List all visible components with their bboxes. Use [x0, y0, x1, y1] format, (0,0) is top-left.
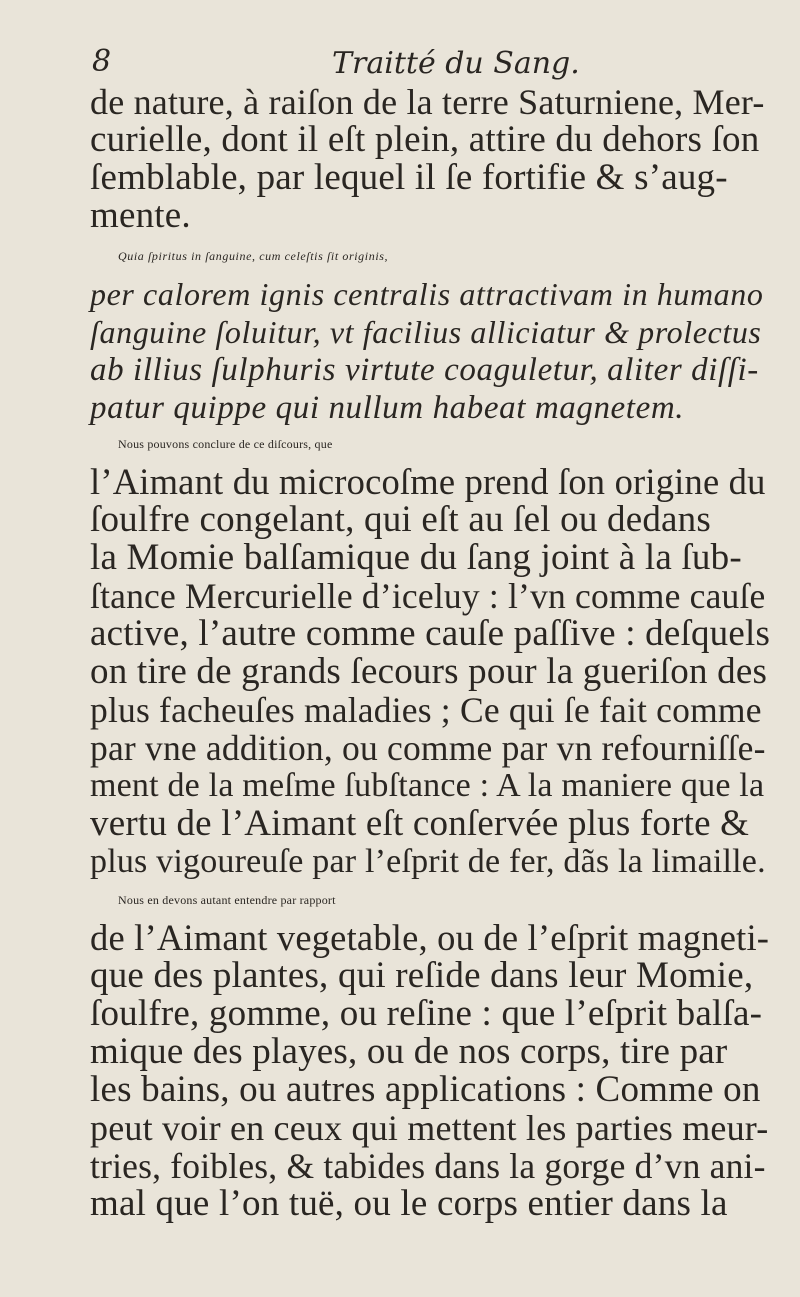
page-number: 8: [92, 44, 112, 79]
running-title: Traitté du Sang.: [332, 46, 580, 81]
text-line: ſemblable, par lequel il ſe fortifie & s’aug-: [90, 157, 728, 198]
text-line: ſoulfre congelant, qui eſt au ſel ou dedans: [90, 499, 711, 540]
text-line: les bains, ou autres applications : Comme on: [90, 1069, 761, 1110]
text-line: mal que l’on tuë, ou le corps entier dans la: [90, 1183, 728, 1224]
text-line: on tire de grands ſecours pour la gueriſon des: [90, 651, 768, 692]
text-line: l’Aimant du microcoſme prend ſon origine du: [90, 461, 766, 502]
text-line: mique des playes, ou de nos corps, tire par: [90, 1031, 728, 1072]
text-line: de nature, à raiſon de la terre Saturniene, Mer-: [90, 82, 765, 122]
text-line: la Momie balſamique du ſang joint à la ſub-: [90, 537, 742, 578]
page-header: [92, 44, 752, 84]
text-line: vertu de l’Aimant eſt conſervée plus forte &: [90, 803, 750, 844]
latin-line: ſanguine ſoluitur, vt facilius alliciatur & prolectus: [90, 314, 762, 350]
text-line: tries, foibles, & tabides dans la gorge d’vn ani-: [90, 1146, 766, 1186]
text-line: Nous en devons autant entendre par rapport: [118, 893, 336, 907]
text-line: que des plantes, qui reſide dans leur Momie,: [90, 955, 754, 996]
text-line: ſtance Mercurielle d’iceluy : l’vn comme cauſe: [90, 576, 766, 616]
latin-line: per calorem ignis centralis attractivam in humano: [90, 276, 764, 312]
text-line: par vne addition, ou comme par vn refourniſſe-: [90, 728, 766, 768]
text-line: peut voir en ceux qui mettent les parties meur-: [90, 1108, 769, 1148]
text-line: curielle, dont il eſt plein, attire du dehors ſon: [90, 119, 760, 160]
text-line: ſoulfre, gomme, ou reſine : que l’eſprit balſa-: [90, 993, 763, 1034]
text-line: active, l’autre comme cauſe paſſive : deſquels: [90, 613, 771, 654]
text-line: plus vigoureuſe par l’eſprit de fer, dãs la limaille.: [90, 843, 766, 880]
text-line: plus facheuſes maladies ; Ce qui ſe fait comme: [90, 690, 762, 730]
text-line: Nous pouvons conclure de ce diſcours, que: [118, 437, 333, 451]
latin-line: ab illius ſulphuris virtute coaguletur, aliter diſſi-: [90, 352, 759, 388]
text-line: mente.: [90, 195, 191, 236]
text-line: ment de la meſme ſubſtance : A la maniere que la: [90, 767, 765, 804]
latin-line: Quia ſpiritus in ſanguine, cum celeſtis ſit originis,: [118, 249, 389, 263]
latin-line: patur quippe qui nullum habeat magnetem.: [90, 390, 685, 426]
text-line: de l’Aimant vegetable, ou de l’eſprit magneti-: [90, 917, 770, 958]
